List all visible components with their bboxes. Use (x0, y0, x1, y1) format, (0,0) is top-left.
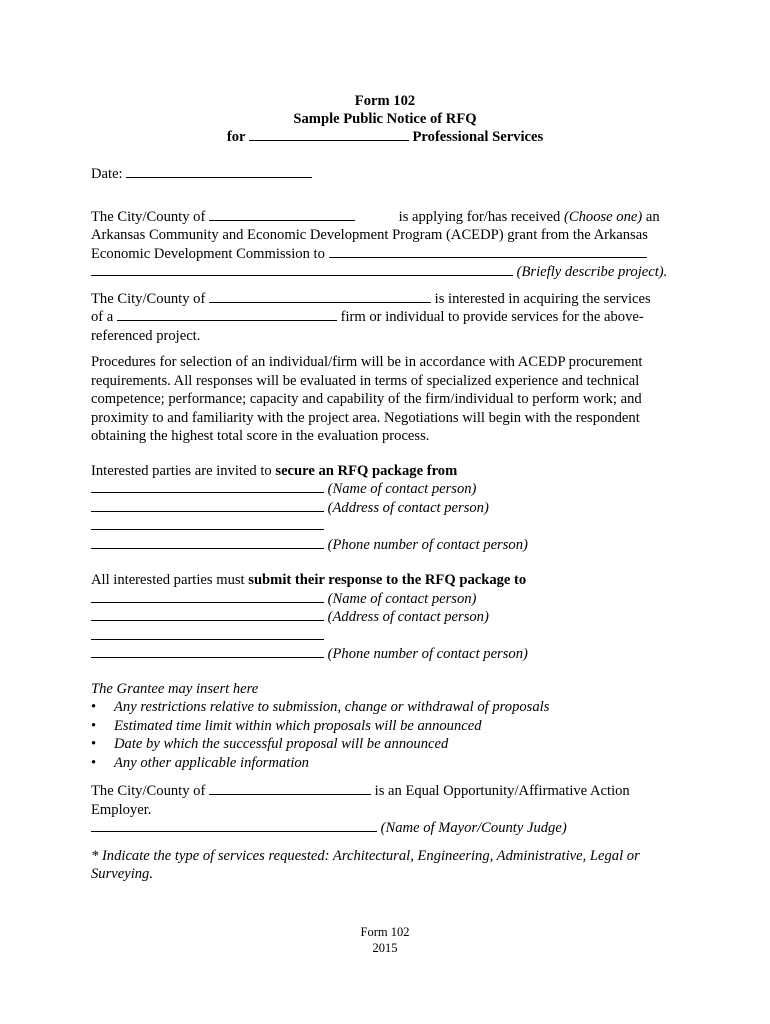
procedures-line: proximity to and familiarity with the project area. Negotiations will begin with the respondent (91, 409, 640, 426)
contact-phone-note: (Phone number of contact person) (327, 536, 528, 553)
contact-address-blank[interactable] (91, 499, 324, 512)
secure-section (91, 462, 691, 555)
interested-text: is interested in acquiring the services (434, 290, 651, 307)
contact-phone-blank[interactable] (91, 645, 324, 658)
contact-name-note: (Name of contact person) (327, 590, 477, 607)
city-county-blank[interactable] (209, 208, 355, 221)
firm-text: firm or individual to provide services for the above- (340, 309, 644, 325)
paragraph-services (91, 290, 691, 346)
procedures-line: Procedures for selection of an individual/firm will be in accordance with ACEDP procurement (91, 354, 643, 370)
mayor-name-blank[interactable] (91, 819, 377, 832)
procedures-line: requirements. All responses will be evaluated in terms of specialized experience and technical (91, 372, 640, 389)
project-blank-2[interactable] (91, 263, 513, 276)
contact-address-blank[interactable] (91, 608, 324, 621)
grantee-list (91, 698, 691, 772)
contact-address-blank-2[interactable] (91, 627, 324, 640)
date-blank[interactable] (126, 165, 312, 178)
services-note (91, 847, 691, 884)
contact-name-blank[interactable] (91, 590, 324, 603)
submit-intro-bold: submit their response to the RFQ package to (248, 572, 527, 588)
firm-type-blank[interactable] (117, 308, 337, 321)
services-type-blank[interactable] (249, 128, 409, 141)
referenced-project-text: referenced project. (91, 327, 201, 344)
secure-intro-bold: secure an RFQ package from (275, 462, 458, 479)
document-page (91, 92, 691, 884)
note-line: * Indicate the type of services requested: Architectural, Engineering, Administrative, Legal or (91, 847, 640, 864)
describe-project-note: (Briefly describe project). (516, 264, 668, 280)
city-county-blank[interactable] (209, 290, 431, 303)
eeo-text: is an Equal Opportunity/Affirmative Action (374, 783, 630, 799)
contact-phone-blank[interactable] (91, 536, 324, 549)
footer-year: 2015 (372, 940, 398, 955)
city-county-label: The City/County of (91, 208, 206, 225)
city-county-label: The City/County of (91, 290, 206, 307)
grantee-heading: The Grantee may insert here (91, 680, 259, 697)
form-header (91, 92, 691, 146)
services-line (79, 128, 691, 146)
contact-address-note: (Address of contact person) (327, 609, 489, 625)
contact-name-note: (Name of contact person) (327, 481, 477, 497)
list-item: • Estimated time limit within which proposals will be announced (91, 717, 691, 736)
submit-section (91, 571, 691, 664)
commission-text: Economic Development Commission to (91, 245, 325, 262)
list-item: • Date by which the successful proposal will be announced (91, 735, 691, 754)
footer-form-number: Form 102 (360, 925, 410, 939)
applying-text: is applying for/has received (398, 208, 561, 225)
an-text: an (645, 208, 660, 225)
employer-text: Employer. (91, 801, 152, 818)
city-county-blank[interactable] (209, 782, 371, 795)
of-a-text: of a (91, 309, 114, 325)
grantee-section (91, 680, 691, 773)
procedures-line: competence; performance; capacity and capability of the firm/individual to perform work; and (91, 391, 642, 407)
project-blank-1[interactable] (329, 245, 647, 258)
list-item: • Any other applicable information (91, 754, 691, 773)
page-footer (0, 925, 770, 956)
date-label: Date: (91, 166, 123, 182)
contact-address-note: (Address of contact person) (327, 499, 489, 516)
contact-phone-note: (Phone number of contact person) (327, 646, 528, 662)
form-title: Sample Public Notice of RFQ (293, 111, 477, 127)
city-county-label: The City/County of (91, 783, 206, 799)
services-label: Professional Services (412, 129, 544, 145)
secure-intro: Interested parties are invited to (91, 462, 272, 479)
eeo-section (91, 782, 691, 838)
submit-intro: All interested parties must (91, 572, 245, 588)
list-item: • Any restrictions relative to submission, change or withdrawal of proposals (91, 698, 691, 717)
choose-one-note: (Choose one) (564, 208, 643, 225)
paragraph-procedures (91, 353, 691, 446)
contact-address-blank-2[interactable] (91, 517, 324, 530)
note-line: Surveying. (91, 866, 154, 882)
acedp-line: Arkansas Community and Economic Development Program (ACEDP) grant from the Arkansas (91, 227, 648, 243)
contact-name-blank[interactable] (91, 480, 324, 493)
mayor-name-note: (Name of Mayor/County Judge) (380, 820, 567, 836)
procedures-line: obtaining the highest total score in the evaluation process. (91, 428, 430, 444)
for-label: for (226, 129, 246, 145)
form-number: Form 102 (354, 93, 416, 109)
date-line (91, 165, 691, 184)
paragraph-grant (91, 208, 691, 282)
